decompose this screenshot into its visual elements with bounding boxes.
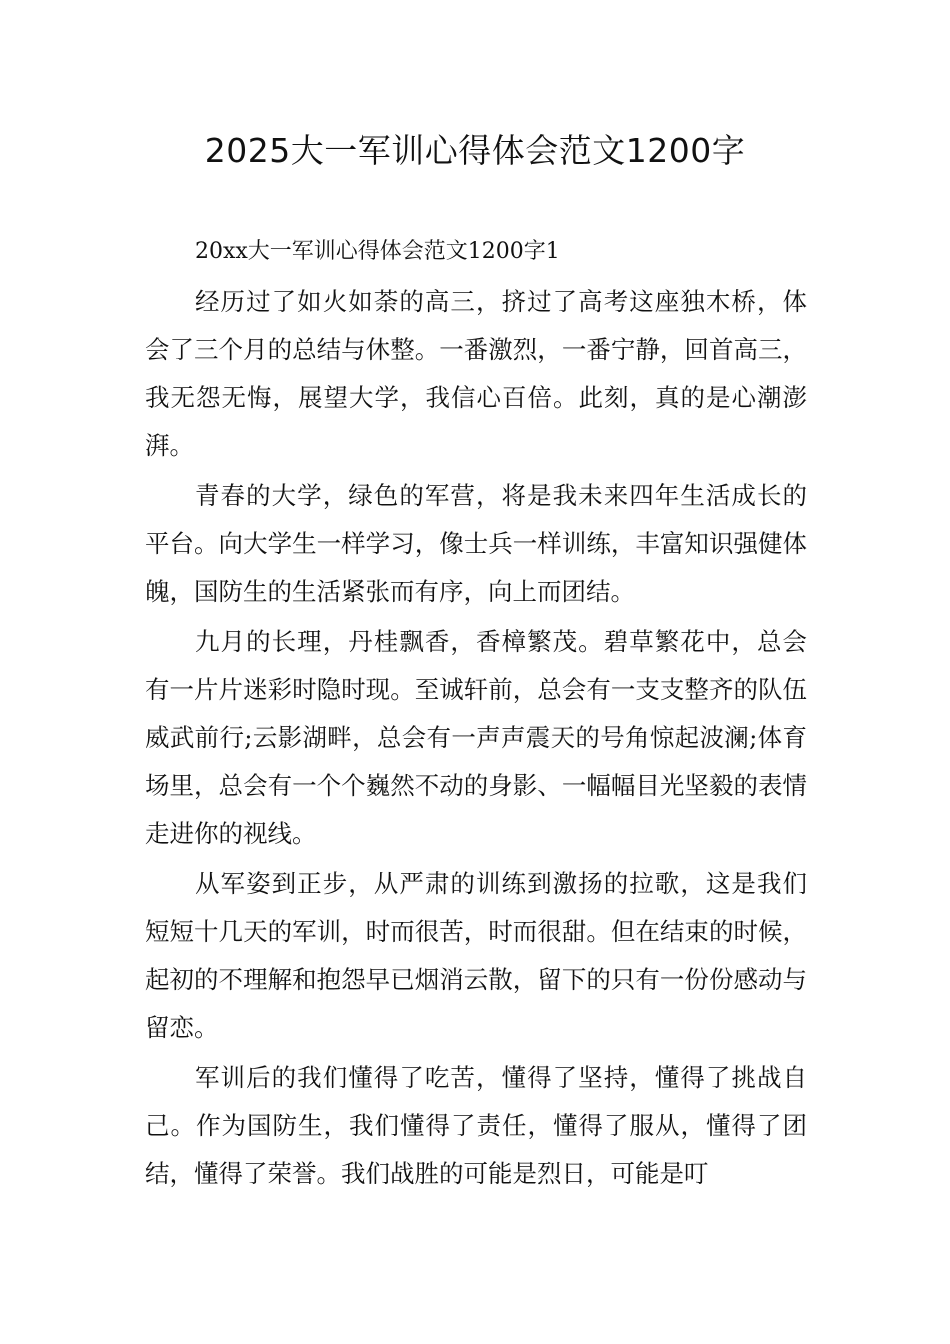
document-body [145,228,807,1200]
paragraph-1: 经历过了如火如荼的高三，挤过了高考这座独木桥，体会了三个月的总结与休整。一番激烈，一番宁静，回首高三，我无怨无悔，展望大学，我信心百倍。此刻，真的是心潮澎湃。 [145,287,807,460]
paragraph-5: 军训后的我们懂得了吃苦，懂得了坚持，懂得了挑战自己。作为国防生，我们懂得了责任，懂得了服从，懂得了团结，懂得了荣誉。我们战胜的可能是烈日，可能是叮 [145,1063,807,1188]
document-title: 2025大一军训心得体会范文1200字 [204,131,746,170]
section-heading: 20xx大一军训心得体会范文1200字1 [195,239,560,264]
paragraph-3: 九月的长理，丹桂飘香，香樟繁茂。碧草繁花中，总会有一片片迷彩时隐时现。至诚轩前，总会有一支支整齐的队伍威武前行;云影湖畔，总会有一声声震天的号角惊起波澜;体育场里，总会有一个个巍然不动的身影、一幅幅目光坚毅的表情走进你的视线。 [145,627,807,848]
paragraph-4: 从军姿到正步，从严肃的训练到激扬的拉歌，这是我们短短十几天的军训，时而很苦，时而很甜。但在结束的时候，起初的不理解和抱怨早已烟消云散，留下的只有一份份感动与留恋。 [145,869,807,1042]
paragraph-2: 青春的大学，绿色的军营，将是我未来四年生活成长的平台。向大学生一样学习，像士兵一样训练，丰富知识强健体魄，国防生的生活紧张而有序，向上而团结。 [145,481,807,606]
